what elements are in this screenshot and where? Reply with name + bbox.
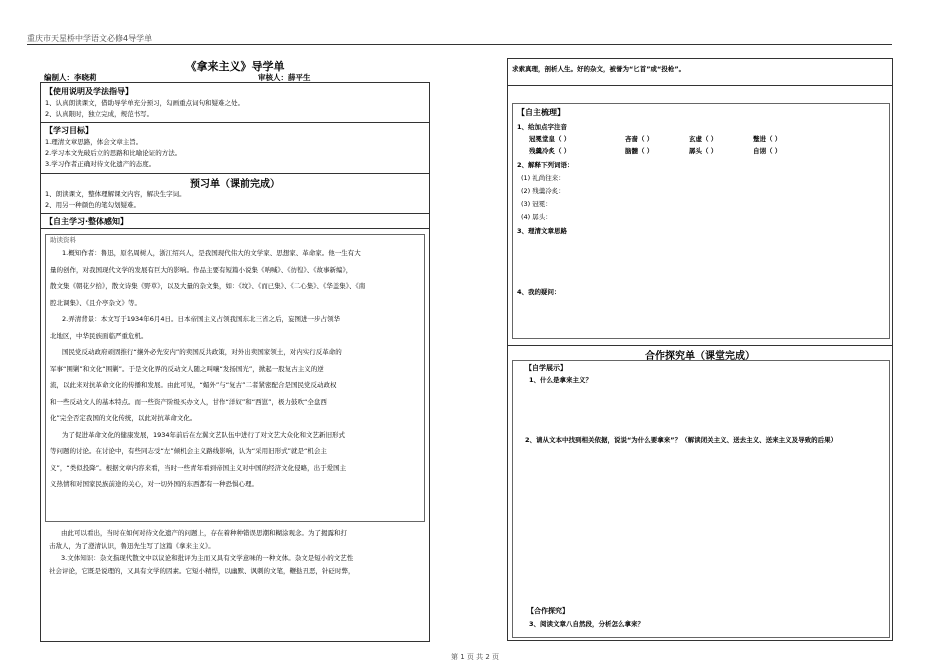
self-study-heading: 【自主学习·整体感知】 (45, 217, 129, 226)
reading-line: 军事“围剿”和文化“围剿”。于是文化界的反动文人随之叫嚷“发扬国光”，掀起一股复古主义的逆 (50, 364, 324, 373)
page-footer: 第 1 页 共 2 页 (450, 653, 500, 661)
reading-line: 流，以此来对抗革命文化的传播和发展。由此可见，“媚外”与“复古”二者紧密配合是国民党反动政权 (50, 381, 337, 389)
questions-prompt: 4、我的疑问： (517, 288, 561, 296)
goal-item: 2.学习本文先破后立的思路和比喻论证的方法。 (45, 149, 182, 157)
goals-heading: 【学习目标】 (45, 126, 93, 135)
reviewer-label: 审核人：薛平生 (258, 73, 311, 82)
preview-heading: 预习单（课前完成） (190, 179, 280, 190)
reading-line: 义”，“类似投降”。根据文章内容来看，当时一些青年看到帝国主义对中国的经济文化侵略，出于爱国主 (50, 463, 347, 472)
term-item: (3) 冠冕： (521, 200, 552, 208)
section-divider (508, 85, 892, 86)
section-divider (41, 213, 429, 214)
reading-line: 为了促进革命文化的健康发展，1934年前后在左翼文艺队伍中进行了对文艺大众化和文艺新旧形式 (62, 430, 346, 439)
page-header: 重庆市天星桥中学语文必修4导学单 (27, 34, 153, 43)
reading-line: 量的创作，对我国现代文学的发展有巨大的影响。作品主要有短篇小说集《呐喊》、《彷徨》、《故事新编》， (50, 265, 353, 274)
goal-item: 1.理清文章思路，体会文章主旨。 (45, 138, 143, 146)
reading-line: 等问题的讨论。在讨论中，有些同志受“左”倾机会主义路线影响，认为“采用旧形式”就是“机会主 (50, 447, 327, 455)
usage-item: 1、认真朗读课文，借助导学单充分预习，勾画重点词句和疑难之处。 (45, 99, 245, 107)
header-divider (27, 44, 892, 45)
pinyin-cell: 自诩（ ） (753, 147, 782, 155)
right-worksheet-box (507, 58, 893, 641)
after-line: 社会评论，它既是说理的，又具有文学的因素。它短小精悍，以幽默、讽刺的文笔，鞭挞丑恶，针砭时弊， (49, 566, 355, 575)
reading-label: 助读资料 (50, 236, 76, 244)
terms-question: 2、解释下列词语： (517, 161, 574, 169)
pinyin-cell: 蹩进（ ） (753, 135, 782, 143)
term-item: (1) 礼尚往来： (521, 174, 565, 182)
reading-line: 化”完全否定我国的文化传统，以此对抗革命文化。 (50, 414, 197, 422)
goal-item: 3.学习作者正确对待文化遗产的态度。 (45, 160, 156, 168)
preview-item: 1、朗读课文，整体理解课文内容，解决生字词。 (45, 190, 186, 198)
left-worksheet-box (40, 82, 430, 642)
pinyin-cell: 玄虚（ ） (689, 135, 718, 143)
show-heading: 【自学展示】 (525, 364, 567, 372)
reading-line: 2.弄清背景：本文写于1934年6月4日。日本帝国主义占领我国东北三省之后，妄图进一步占领华 (62, 315, 341, 323)
coop-box (512, 360, 890, 638)
reading-line: 腔北调集》、《且介亭杂文》等。 (50, 298, 141, 307)
outline-question: 3、理清文章思路 (517, 227, 568, 235)
term-item: (4) 孱头： (521, 213, 552, 221)
section-divider (41, 228, 429, 229)
pinyin-cell: 残羹冷炙（ ） (529, 147, 571, 155)
preview-item: 2、用另一种颜色的笔勾划疑难。 (45, 201, 141, 209)
section-divider (508, 345, 892, 346)
explore-heading: 【合作探究】 (527, 607, 569, 615)
after-line: 由此可以看出，当时在如何对待文化遗产的问题上，存在着种种错误思潮和糊涂观念。为了揭露和打 (61, 529, 347, 537)
reading-line: 散文集《朝花夕拾》，散文诗集《野草》，以及大量的杂文集，如：《坟》、《而已集》、《二心集》、《华盖集》、《南 (50, 282, 366, 290)
reading-line: 国民党反动政府顽固推行“攘外必先安内”的卖国反共政策，对外出卖国家领土，对内实行反革命的 (62, 348, 342, 356)
section-divider (41, 173, 429, 174)
pinyin-cell: 冠冕堂皇（ ） (529, 135, 571, 143)
term-item: (2) 残羹冷炙： (521, 187, 565, 195)
essay-description: 求索真理，剖析人生。好的杂文，被誉为“匕首”或“投枪”。 (512, 65, 686, 73)
after-line: 3.文体知识：杂文指现代散文中以议论和批评为主而又具有文学意味的一种文体。杂文是短小的文艺性 (61, 554, 354, 562)
explore-question: 3、阅读文章八自然段，分析怎么拿来？ (529, 620, 645, 628)
after-line: 击敌人，为了澄清认识，鲁迅先生写了这篇《拿来主义》。 (49, 541, 215, 550)
document-title: 《拿来主义》导学单 (185, 60, 285, 73)
coop-heading: 合作探究单（课堂完成） (645, 351, 755, 362)
reading-material-box (45, 234, 425, 522)
usage-heading: 【使用说明及学法指导】 (45, 87, 133, 96)
section-divider (41, 122, 429, 123)
show-question: 2、请从文本中找到相关依据，说说“为什么要拿来”？（解读闭关主义、送去主义、送来主义及导致的后果） (525, 436, 838, 444)
reading-paragraphs (50, 245, 422, 493)
comb-heading: 【自主梳理】 (517, 108, 565, 117)
self-comb-box (512, 103, 890, 339)
reading-line: 北地区，中华民族面临严重危机。 (50, 331, 148, 340)
reading-line: 1.概知作者：鲁迅，原名周树人，浙江绍兴人，是我国现代伟大的文学家、思想家、革命家。他一生有大 (62, 249, 361, 257)
reading-line: 义热情和对国家民族前途的关心，对一切外国的东西都有一种恐惧心理。 (50, 480, 258, 488)
reading-line: 和一些反动文人的基本特点。而一些资产阶级买办文人，甘作“洋奴”和“西崽”，极力鼓吹“全盘西 (50, 397, 327, 406)
show-question: 1、什么是拿来主义？ (529, 376, 593, 384)
author-label: 编制人：李晓莉 (44, 73, 97, 82)
after-reading-text (49, 527, 427, 577)
pinyin-cell: 脑髓（ ） (625, 147, 654, 155)
pinyin-cell: 吝啬（ ） (625, 135, 654, 143)
pinyin-question: 1、给加点字注音 (517, 123, 568, 131)
usage-item: 2、认真限时，独立完成，规范书写。 (45, 110, 154, 118)
pinyin-cell: 孱头（ ） (689, 147, 718, 155)
